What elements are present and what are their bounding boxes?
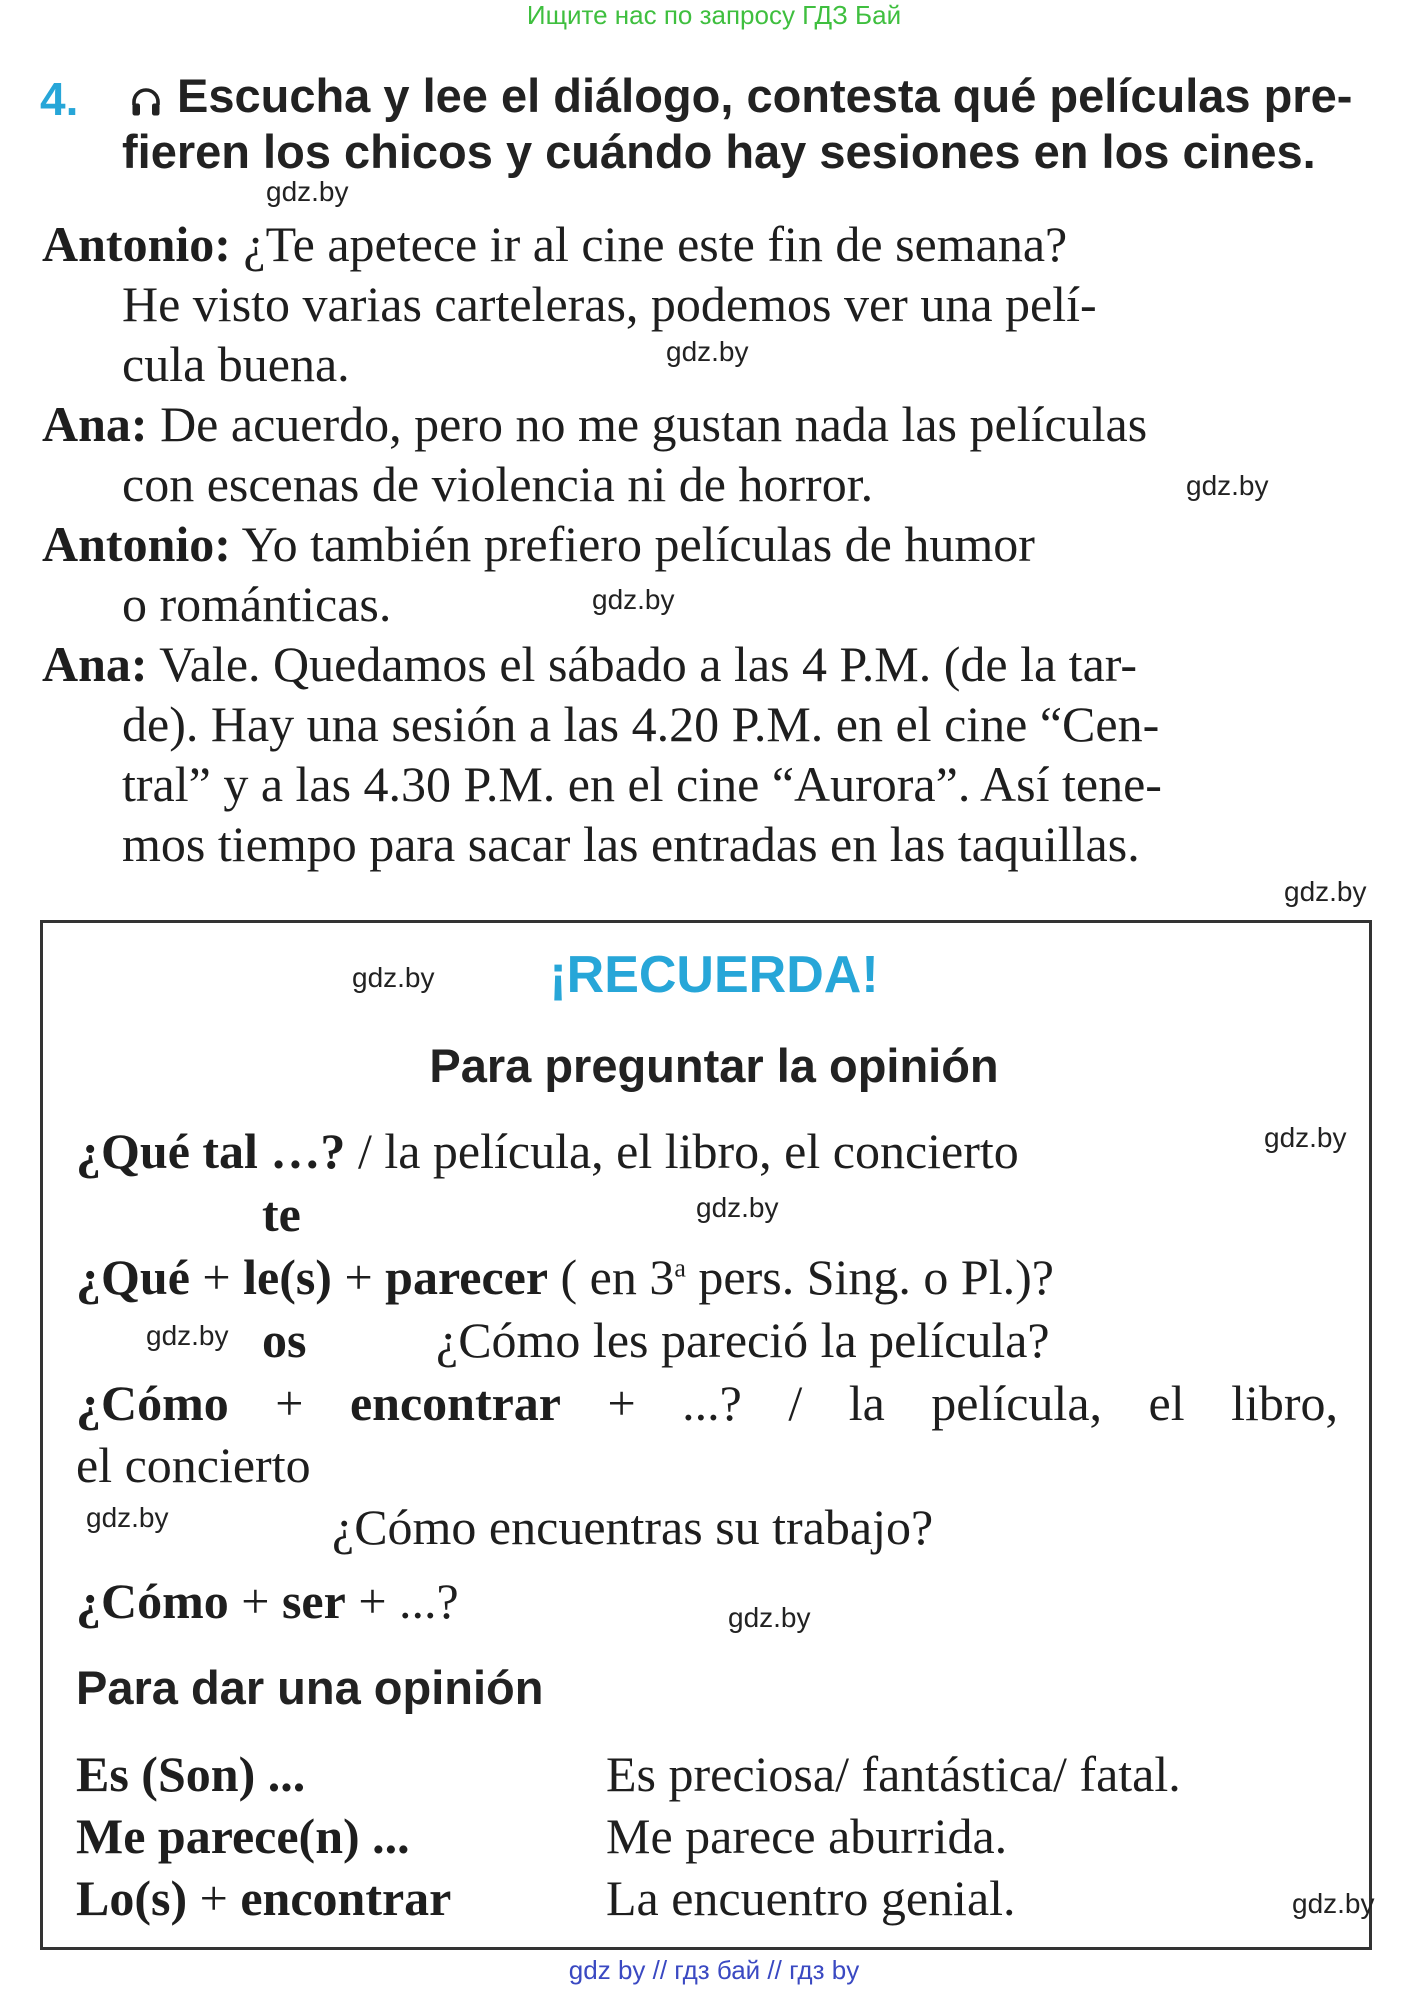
watermark: gdz.by — [1186, 470, 1269, 501]
phrase-que-parecer: ¿Qué + le(s) + parecer ( en 3$^a$ pers. Sing. o Pl.)? — [76, 1249, 1054, 1305]
phrase-como-encontrar-line2: el concierto — [76, 1437, 311, 1493]
speaker-name: Antonio: — [42, 516, 231, 572]
dialogue-text: Yo también prefiero películas de humor — [230, 516, 1035, 572]
example-parecer: ¿Cómo les pareció la película? — [436, 1312, 1050, 1368]
opinion-left: Me parece(n) ... — [76, 1808, 410, 1864]
watermark: gdz.by — [266, 176, 349, 207]
opinion-right: Me parece aburrida. — [606, 1808, 1008, 1864]
dialogue-line — [42, 215, 1067, 273]
watermark: gdz.by — [1292, 1888, 1375, 1919]
dialogue-text: Vale. Quedamos el sábado a las 4 P.M. (de la tar- — [147, 636, 1138, 692]
search-banner[interactable]: Ищите нас по запросу ГДЗ Бай — [526, 0, 902, 30]
dialogue-line — [42, 515, 1035, 573]
dialogue-line: cula buena. — [122, 336, 350, 392]
opinion-left: Lo(s) + encontrar — [76, 1870, 452, 1926]
dialogue-line: de). Hay una sesión a las 4.20 P.M. en el cine “Cen- — [122, 696, 1160, 752]
phrase-como-ser: ¿Cómo + ser + ...? — [76, 1573, 459, 1629]
speaker-name: Antonio: — [42, 216, 231, 272]
watermark: gdz.by — [1284, 876, 1367, 907]
dialogue-line — [42, 635, 1137, 693]
dialogue-text: ¿Te apetece ir al cine este fin de semana? — [230, 216, 1068, 272]
exercise-number: 4. — [40, 73, 79, 125]
watermark: gdz.by — [146, 1320, 229, 1351]
watermark: gdz.by — [728, 1602, 811, 1633]
pronoun-os: os — [262, 1312, 307, 1368]
dialogue-text: De acuerdo, pero no me gustan nada las películas — [147, 396, 1148, 452]
opinion-right: Es preciosa/ fantástica/ fatal. — [606, 1746, 1181, 1802]
example-encontrar: ¿Cómo encuentras su trabajo? — [332, 1499, 934, 1555]
speaker-name: Ana: — [42, 396, 148, 452]
phrase-como-encontrar: ¿Cómo + encontrar + ...? / la película, el libro, — [76, 1375, 1338, 1431]
dialogue-line — [42, 395, 1147, 453]
pronoun-te: te — [262, 1186, 301, 1242]
dialogue-line: o románticas. — [122, 576, 392, 632]
headphones-icon — [128, 84, 164, 120]
recuerda-title: ¡RECUERDA! — [549, 946, 879, 1004]
footer-links[interactable]: gdz by // гдз бай // гдз by — [568, 1955, 860, 1985]
dialogue-line: mos tiempo para sacar las entradas en las taquillas. — [122, 816, 1140, 872]
dialogue-line: He visto varias carteleras, podemos ver una pelí- — [122, 276, 1097, 332]
section-heading-give-opinion: Para dar una opinión — [76, 1661, 544, 1714]
opinion-left: Es (Son) ... — [76, 1746, 306, 1802]
watermark: gdz.by — [86, 1502, 169, 1533]
phrase-que-tal: ¿Qué tal …? / la película, el libro, el concierto — [76, 1123, 1019, 1179]
watermark: gdz.by — [1264, 1122, 1347, 1153]
dialogue-line: con escenas de violencia ni de horror. — [122, 456, 874, 512]
exercise-instruction-line2: fieren los chicos y cuándo hay sesiones en los cines. — [122, 125, 1316, 178]
section-heading-ask-opinion: Para preguntar la opinión — [429, 1039, 999, 1092]
exercise-instruction-line1: Escucha y lee el diálogo, contesta qué películas pre- — [177, 69, 1353, 122]
speaker-name: Ana: — [42, 636, 148, 692]
dialogue-line: tral” y a las 4.30 P.M. en el cine “Aurora”. Así tene- — [122, 756, 1162, 812]
watermark: gdz.by — [696, 1192, 779, 1223]
watermark: gdz.by — [592, 584, 675, 615]
watermark: gdz.by — [666, 336, 749, 367]
watermark: gdz.by — [352, 962, 435, 993]
opinion-right: La encuentro genial. — [606, 1870, 1016, 1926]
